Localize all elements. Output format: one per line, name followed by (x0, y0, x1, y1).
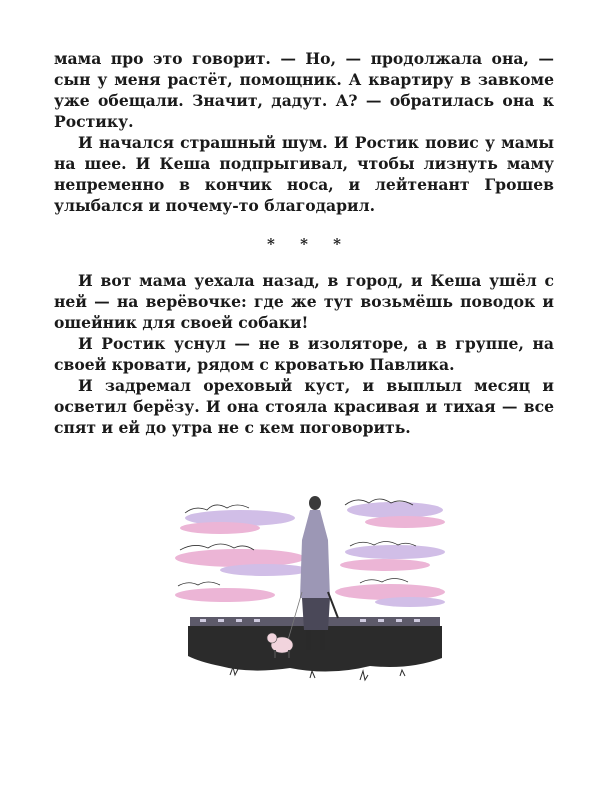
ground (188, 626, 442, 672)
text-block (54, 48, 554, 438)
section-separator: * * * (267, 235, 351, 253)
paragraph: И вот мама уехала назад, в город, и Кеша ушёл с ней — на верёвочке: где же тут возьмёшь поводок и ошейник для своей собаки! (54, 271, 554, 332)
paragraph: И Ростик уснул — не в изоляторе, а в группе, на своей кровати, рядом с кроватью Павлика. (54, 334, 554, 374)
paragraph-continued: мама про это говорит. — Но, — продолжала она, — сын у меня растёт, помощник. А квартиру в завкоме уже обещали. Значит, дадут. А? — обратилась она к Ростику. (54, 49, 554, 131)
paragraph: И задремал ореховый куст, и выплыл месяц и осветил берёзу. И она стояла красивая и тихая — все спят и ей до утра не с кем поговорить. (54, 376, 554, 437)
woman-walking-away-with-dog-illustration (170, 480, 460, 710)
paragraph: И начался страшный шум. И Ростик повис у мамы на шее. И Кеша подпрыгивал, чтобы лизнуть маму непременно в кончик носа, и лейтенант Грошев улыбался и почему-то благодарил. (54, 133, 554, 215)
